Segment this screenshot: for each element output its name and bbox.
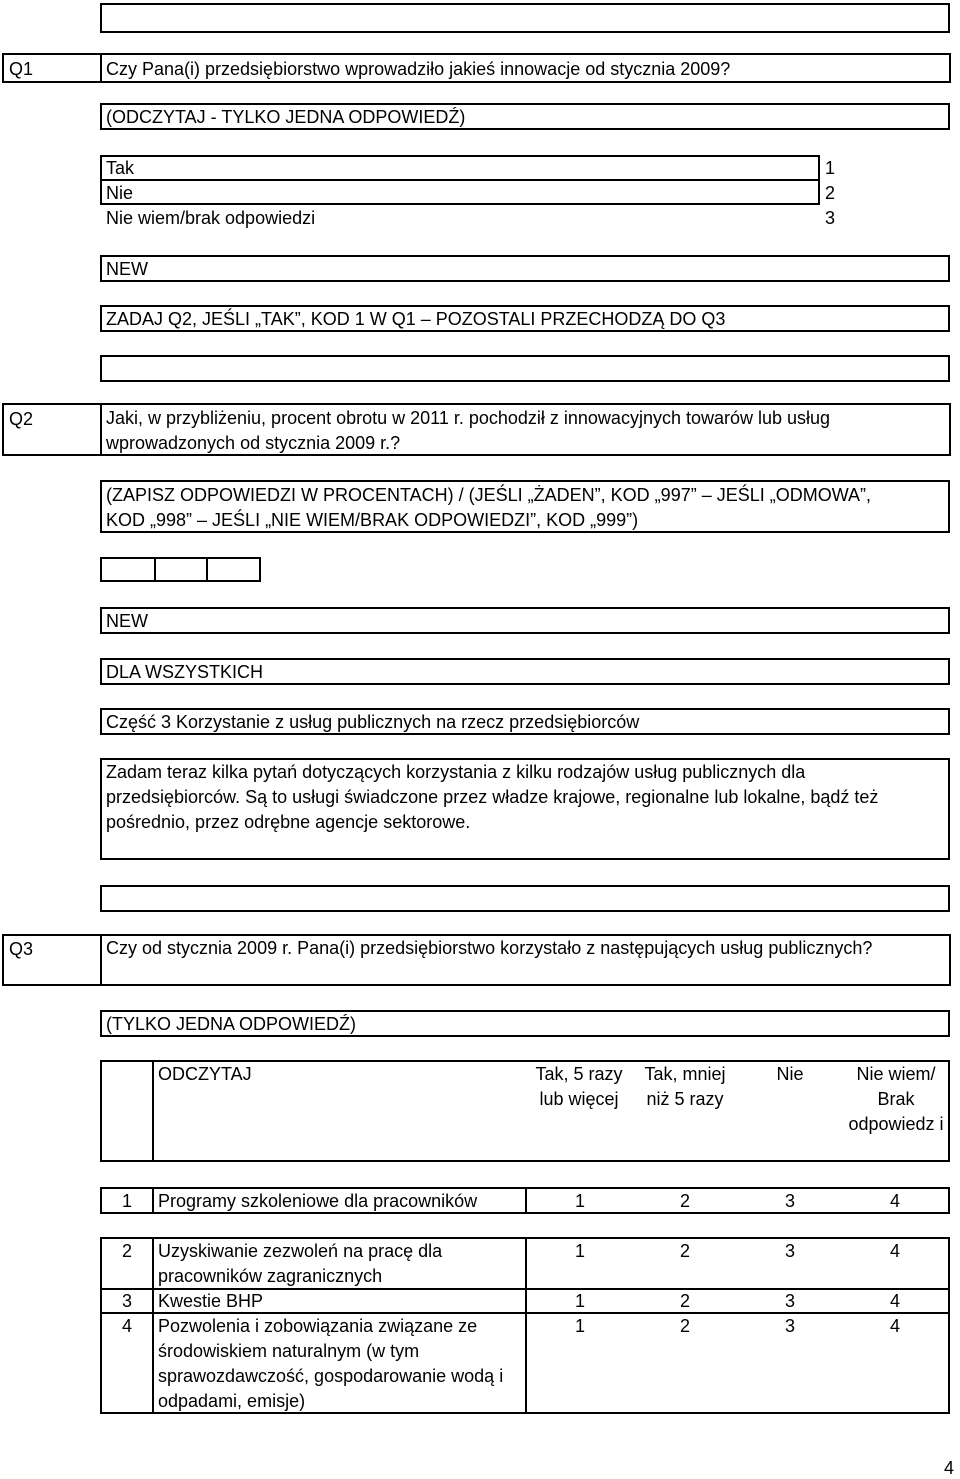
answer-code[interactable]: 4 — [889, 1191, 900, 1211]
percent-input-digit-1[interactable] — [100, 557, 156, 582]
table-header-cell: Nie wiem/ Brak odpowiedz i — [848, 1064, 944, 1134]
empty-bar — [100, 355, 950, 382]
table-header-divider — [152, 1060, 154, 1162]
answer-code[interactable]: 4 — [889, 1291, 900, 1311]
percent-input-digit-3[interactable] — [206, 557, 261, 582]
table-header-cell: Nie — [776, 1064, 804, 1084]
row-number: 1 — [122, 1191, 133, 1211]
answer-code[interactable]: 2 — [679, 1191, 690, 1211]
answer-code[interactable]: 3 — [784, 1316, 795, 1336]
row-number: 4 — [122, 1316, 133, 1336]
q2-instruction: (ZAPISZ ODPOWIEDZI W PROCENTACH) / (JEŚLI „ŻADEN”, KOD „997” – JEŚLI „ODMOWA”, KOD „998” – JEŚLI „NIE WIEM/BRAK ODPOWIEDZI”, KOD „999”) — [106, 485, 872, 530]
answer-code[interactable]: 1 — [574, 1191, 585, 1211]
section-title: Część 3 Korzystanie z usług publicznych na rzecz przedsiębiorców — [106, 712, 640, 732]
section-intro: Zadam teraz kilka pytań dotyczących korzystania z kilku rodzajów usług publicznych dla przedsiębiorców. Są to usługi świadczone przez władze krajowe, regionalne lub lokalne, bądź też pośrednio, przez odrębne agencje sektorowe. — [106, 762, 879, 832]
answer-code[interactable]: 2 — [679, 1241, 690, 1261]
routing-instruction: ZADAJ Q2, JEŚLI „TAK”, KOD 1 W Q1 – POZOSTALI PRZECHODZĄ DO Q3 — [106, 309, 726, 329]
q1-option-code: 1 — [825, 158, 836, 178]
answer-code[interactable]: 3 — [784, 1241, 795, 1261]
q2-code: Q2 — [9, 409, 34, 429]
row-number: 2 — [122, 1241, 133, 1261]
q1-instruction: (ODCZYTAJ - TYLKO JEDNA ODPOWIEDŹ) — [106, 107, 466, 127]
row-label: Uzyskiwanie zezwoleń na pracę dla pracowników zagranicznych — [158, 1241, 443, 1286]
q1-option-code: 3 — [825, 208, 836, 228]
audience-label: DLA WSZYSTKICH — [106, 662, 264, 682]
table-col-divider — [525, 1237, 527, 1414]
q2-new-label: NEW — [106, 611, 148, 631]
empty-bar — [100, 885, 950, 912]
table-header-cell: ODCZYTAJ — [158, 1064, 252, 1084]
q1-option-code: 2 — [825, 183, 836, 203]
q1-divider — [100, 53, 102, 83]
q2-new-box — [100, 607, 950, 634]
answer-code[interactable]: 2 — [679, 1316, 690, 1336]
q1-option-label: Nie — [106, 183, 134, 203]
q2-question: Jaki, w przybliżeniu, procent obrotu w 2011 r. pochodził z innowacyjnych towarów lub usług wprowadzonych od stycznia 2009 r.? — [106, 408, 831, 453]
row-label: Kwestie BHP — [158, 1291, 264, 1311]
page-number: 4 — [944, 1458, 955, 1478]
answer-code[interactable]: 1 — [574, 1316, 585, 1336]
q3-divider — [100, 934, 102, 986]
table-col-divider — [152, 1237, 154, 1414]
q1-option-label: Tak — [106, 158, 135, 178]
table-header-cell: Tak, 5 razy lub więcej — [535, 1064, 623, 1109]
top-empty-bar — [100, 3, 950, 33]
table-col-divider — [525, 1187, 527, 1214]
table-col-divider — [152, 1187, 154, 1214]
answer-code[interactable]: 1 — [574, 1241, 585, 1261]
q1-question: Czy Pana(i) przedsiębiorstwo wprowadziło jakieś innowacje od stycznia 2009? — [106, 59, 731, 79]
answer-code[interactable]: 4 — [889, 1316, 900, 1336]
q1-option-label: Nie wiem/brak odpowiedzi — [106, 208, 316, 228]
q1-new-box — [100, 255, 950, 282]
table-header-cell: Tak, mniej niż 5 razy — [644, 1064, 726, 1109]
answer-code[interactable]: 2 — [679, 1291, 690, 1311]
percent-input-digit-2[interactable] — [154, 557, 208, 582]
row-label: Pozwolenia i zobowiązania związane ze środowiskiem naturalnym (w tym sprawozdawczość, gospodarowanie wodą i odpadami, emisje) — [158, 1316, 504, 1411]
q3-instruction: (TYLKO JEDNA ODPOWIEDŹ) — [106, 1014, 357, 1034]
row-number: 3 — [122, 1291, 133, 1311]
answer-code[interactable]: 1 — [574, 1291, 585, 1311]
q1-code: Q1 — [9, 59, 34, 79]
q1-options-divider — [100, 179, 820, 181]
q3-question: Czy od stycznia 2009 r. Pana(i) przedsiębiorstwo korzystało z następujących usług publicznych? — [106, 938, 873, 958]
answer-code[interactable]: 3 — [784, 1191, 795, 1211]
row-label: Programy szkoleniowe dla pracowników — [158, 1191, 478, 1211]
q3-code: Q3 — [9, 939, 34, 959]
q1-new-label: NEW — [106, 259, 148, 279]
answer-code[interactable]: 4 — [889, 1241, 900, 1261]
answer-code[interactable]: 3 — [784, 1291, 795, 1311]
q2-divider — [100, 403, 102, 456]
